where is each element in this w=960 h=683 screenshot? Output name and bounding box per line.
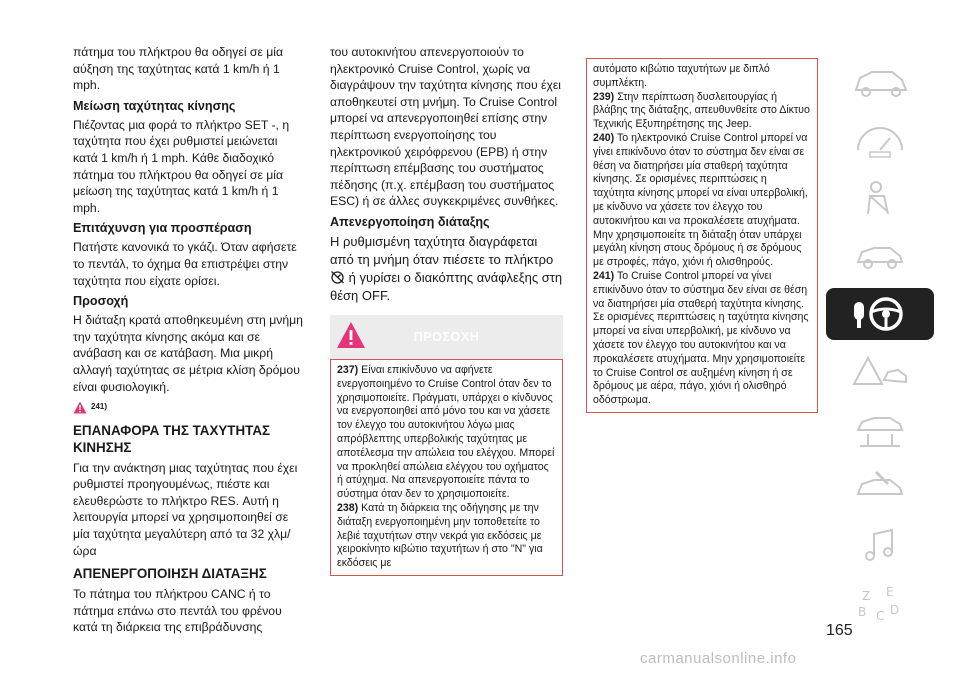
seat-belt-icon bbox=[848, 178, 912, 218]
heading-speed-reduction: Μείωση ταχύτητας κίνησης bbox=[73, 98, 236, 113]
paragraph-resume-speed: Για την ανάκτηση μιας ταχύτητας που έχει ρυθμιστεί προηγουμένως, πιέστε και ελευθερώστε το πλήκτρο RES. Αυτή η λειτουργία μπορεί να χρησιμοποιηθεί σε μία ταχύτητα μεγαλύτερη από τα 32 χλμ/ώρα bbox=[73, 460, 298, 558]
paragraph-deactivation-cont: του αυτοκινήτου απενεργοποιούν το ηλεκτρονικό Cruise Control, χωρίς να διαγράψουν την ταχύτητα κίνησης που έχει αποθηκευτεί στη μνήμη. Το Cruise Control μπορεί να απενεργοποιηθεί επίσης στην περίπτωση ενεργοποίησης του ηλεκτρονικού χειρόφρενου (EPB) ή στην περίπτωση επέμβασης του συστήματος πέδησης (π.χ. επέμβαση του συστήματος ESC) ή σε άλλες συγκεκριμένες συνθήκες. bbox=[330, 45, 561, 209]
warning-item-237: 237) Είναι επικίνδυνο να αφήνετε ενεργοποιημένο το Cruise Control όταν δεν το χρησιμοποιείτε. Πράγματι, υπάρχει ο κίνδυνος να ενεργοποιηθεί από μόνο του και να χάσετε τον έλεγχο του αυτοκινήτου λόγω μιας απρόβλεπτης υπερβολικής ταχύτητας με αποτέλεσμα την απώλεια του ελέγχου. Μπορεί να προκληθεί απώλεια ελέγχου του οχήματος ή ατύχημα. Να απενεργοποιείτε πάντα το σύστημα όταν δεν το χρησιμοποιείτε. bbox=[337, 363, 555, 501]
heading-resume-speed: ΕΠΑΝΑΦΟΡΑ ΤΗΣ ΤΑΧΥΤΗΤΑΣ ΚΙΝΗΣΗΣ bbox=[73, 422, 271, 455]
watermark: carmanualsonline.info bbox=[640, 650, 797, 667]
wrench-car-icon bbox=[848, 468, 912, 508]
column-2 bbox=[330, 44, 563, 576]
paragraph-overtaking: Πατήστε κανονικά το γκάζι. Όταν αφήσετε το πεντάλ, το όχημα θα επιστρέψει στην ταχύτητα που είχατε ορίσει. bbox=[73, 240, 297, 288]
paragraph-caution: Η διάταξη κρατά αποθηκευμένη στη μνήμη την ταχύτητα κίνησης ακόμα και σε ανάβαση και σε κατάβαση. Μια μικρή αλλαγή ταχύτητας σε μέτρια κλίση δρόμου είναι φυσιολογική. bbox=[73, 313, 303, 394]
tab-safety[interactable] bbox=[826, 172, 934, 224]
warning-title: ΠΡΟΣΟΧΗ bbox=[413, 329, 480, 344]
car-outline-icon bbox=[848, 62, 912, 102]
warning-triangle-icon bbox=[73, 401, 87, 414]
paragraph-intro: πάτημα του πλήκτρου θα οδηγεί σε μία αύξηση της ταχύτητας κατά 1 km/h ή 1 mph. bbox=[73, 45, 284, 93]
warning-item-239: 239) Στην περίπτωση δυσλειτουργίας ή βλάβης της διάταξης, απευθυνθείτε στο Δίκτυο Τεχνικής Εξυπηρέτησης της Jeep. bbox=[593, 90, 810, 131]
paragraph-deactivation: Το πάτημα του πλήκτρου CANC ή το πάτημα επάνω στο πεντάλ του φρένου κατά τη διάρκεια της επιβράδυνσης bbox=[73, 587, 282, 635]
music-note-icon bbox=[848, 526, 912, 566]
column-1 bbox=[73, 44, 305, 640]
warning-item-241: 241) Το Cruise Control μπορεί να γίνει επικίνδυνο όταν το σύστημα δεν είναι σε θέση να διατηρήσει μία σταθερή ταχύτητα κίνησης. Σε ορισμένες περιπτώσεις η ταχύτητα κίνησης μπορεί να είναι υπερβολική, με κίνδυνο να χάσετε τον έλεγχο του αυτοκινήτου και να προκαλέσετε ατυχήματα. Μην χρησιμοποιείτε το Cruise Control σε αυξημένη κίνηση ή σε δρόμους με αέρα, πάγο, χιόνι ή ολισθηρό οδόστρωμα. bbox=[593, 269, 809, 407]
column-3 bbox=[586, 44, 818, 413]
svg-text:C: C bbox=[876, 609, 885, 623]
svg-text:D: D bbox=[890, 603, 900, 617]
text-deactivation-a: Η ρυθμισμένη ταχύτητα διαγράφεται από τη μνήμη όταν πιέσετε το πλήκτρο bbox=[330, 233, 554, 267]
warning-item-238-cont: αυτόματο κιβώτιο ταχυτήτων με διπλό συμπλέκτη. bbox=[593, 63, 770, 89]
tab-vehicle-overview[interactable] bbox=[826, 56, 934, 108]
chapter-sidebar bbox=[826, 56, 934, 636]
warning-reference-number: 241) bbox=[91, 402, 108, 412]
steering-wheel-key-icon bbox=[848, 294, 912, 334]
warning-box-continued bbox=[586, 58, 818, 413]
tab-starting[interactable] bbox=[826, 230, 934, 282]
svg-text:E: E bbox=[886, 585, 894, 599]
tab-driving[interactable] bbox=[826, 288, 934, 340]
warning-item-238: 238) Κατά τη διάρκεια της οδήγησης με την διάταξη ενεργοποιημένη μην τοποθετείτε το λεβιέ ταχυτήτων στην νεκρά για εκδόσεις με χειροκίνητο κιβώτιο ταχυτήτων ή στο "N" για εκδόσεις με bbox=[337, 501, 543, 570]
heading-overtaking: Επιτάχυνση για προσπέραση bbox=[73, 221, 252, 236]
paragraph-device-deactivation bbox=[330, 233, 563, 305]
tab-technical-data[interactable] bbox=[826, 462, 934, 514]
car-key-start-icon bbox=[848, 236, 912, 276]
tab-emergency[interactable] bbox=[826, 346, 934, 398]
tab-maintenance[interactable] bbox=[826, 404, 934, 456]
heading-device-deactivation: Απενεργοποίηση διάταξης bbox=[330, 214, 490, 229]
svg-text:Z: Z bbox=[862, 589, 871, 603]
svg-text:B: B bbox=[858, 605, 867, 619]
cruise-off-icon bbox=[330, 270, 345, 284]
warning-box bbox=[330, 359, 563, 576]
text-deactivation-b: ή γυρίσει ο διακόπτης ανάφλεξης στη θέση OFF. bbox=[330, 269, 563, 303]
warning-header bbox=[330, 315, 563, 359]
warning-triangle-icon bbox=[336, 321, 366, 349]
dashboard-gauge-icon bbox=[848, 120, 912, 160]
alphabet-index-icon bbox=[848, 584, 912, 624]
warning-item-240: 240) Το ηλεκτρονικό Cruise Control μπορεί να γίνει επικίνδυνο όταν το σύστημα δεν είναι σε θέση να διατηρήσει μία σταθερή ταχύτητα κίνησης. Σε ορισμένες περιπτώσεις η ταχύτητα κίνησης μπορεί να είναι υπερβολική, με κίνδυνο να χάσετε τον έλεγχο του αυτοκινήτου και να προκαλέσετε ατυχήματα. Μην χρησιμοποιείτε τη διάταξη όταν υπάρχει μεγάλη κίνηση στους δρόμους ή σε δρόμους με στροφές, πάγο, χιόνι ή ολισθηρούς. bbox=[593, 131, 808, 269]
tab-dashboard[interactable] bbox=[826, 114, 934, 166]
warning-triangle-car-icon bbox=[848, 352, 912, 392]
page-number: 165 bbox=[826, 622, 853, 639]
car-lift-icon bbox=[848, 410, 912, 450]
paragraph-speed-reduction: Πιέζοντας μια φορά το πλήκτρο SET -, η ταχύτητα που έχει ρυθμιστεί μειώνεται κατά 1 km/h ή 1 mph. Κάθε διαδοχικό πάτημα του πλήκτρου θα οδηγεί σε μία μείωση της ταχύτητας κατά 1 km/h ή 1 mph. bbox=[73, 117, 290, 215]
heading-caution: Προσοχή bbox=[73, 294, 129, 309]
warning-reference[interactable] bbox=[73, 399, 305, 416]
heading-deactivation: ΑΠΕΝΕΡΓΟΠΟΙΗΣΗ ΔΙΑΤΑΞΗΣ bbox=[73, 566, 267, 582]
tab-multimedia[interactable] bbox=[826, 520, 934, 572]
